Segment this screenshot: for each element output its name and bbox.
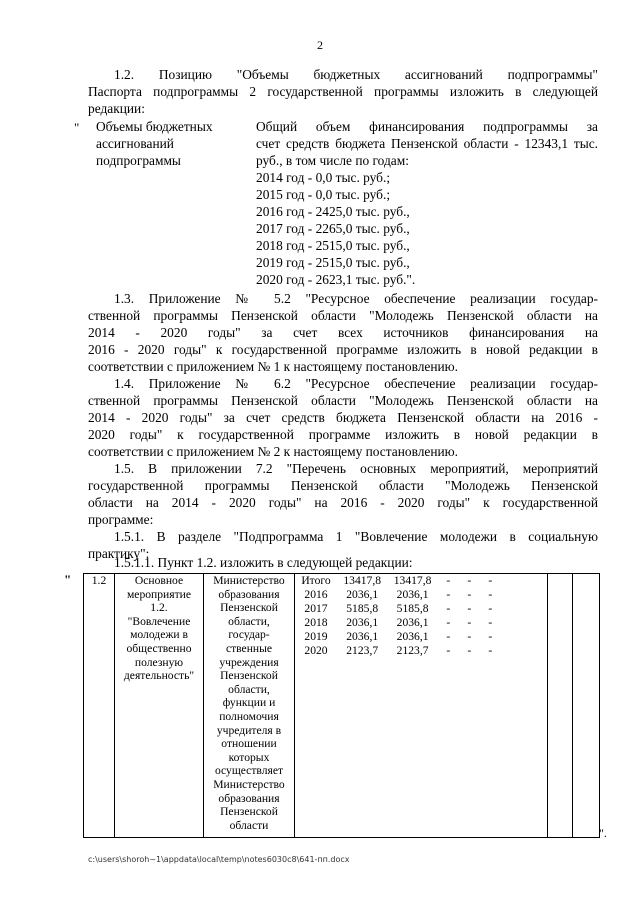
text-line: ственной программы Пензенской области "Молодежь Пензенской области на xyxy=(88,393,598,408)
year-cell: 2020 xyxy=(304,644,328,657)
text-line: редакции: xyxy=(88,101,145,116)
text-line: Основное xyxy=(134,574,184,587)
text-line: бюджетных xyxy=(145,119,213,134)
text-line: области на 2014 - 2020 годы" на 2016 - 2020 годы" к государственной xyxy=(88,495,598,510)
text-line: 2016 - 2020 годы" к государственной программе изложить в новой редакции в xyxy=(88,342,598,357)
dash-cell: - xyxy=(467,644,472,657)
text-line: 1.2. Позицию "Объемы бюджетных ассигнований подпрограммы" xyxy=(114,67,598,82)
passport-value xyxy=(256,118,598,288)
dash-cell: - xyxy=(446,574,451,587)
text-line: соответствии с приложением № 2 к настоящему постановлению. xyxy=(88,444,459,459)
dash-cell: - xyxy=(467,616,472,629)
text-line: молодежи в xyxy=(130,628,188,642)
dash-cell: - xyxy=(467,602,472,615)
dash-cell: - xyxy=(467,574,472,587)
text-line: 1.5.1. В разделе "Подпрограмма 1 "Вовлечение молодежи в социальную xyxy=(114,529,598,544)
value-cell: 2123,7 xyxy=(346,644,379,657)
text-line: мероприятие xyxy=(126,587,192,601)
table-row xyxy=(295,616,547,630)
text-line: деятельность" xyxy=(123,669,195,683)
empty-cell xyxy=(501,602,547,616)
text-line: области, xyxy=(228,614,270,628)
text-line: 2014 - 2020 годы" за счет всех источников финансирования на xyxy=(88,325,598,340)
dash-cell: - xyxy=(488,616,493,629)
dash-cell: - xyxy=(488,588,493,601)
text-line: Паспорта подпрограммы 2 государственной программы изложить в следующей xyxy=(88,84,598,99)
text-line: Министерство xyxy=(213,777,285,791)
text-line: ассигнований xyxy=(96,136,174,151)
dash-cell: - xyxy=(467,630,472,643)
text-line: области xyxy=(229,818,269,832)
value-cell: 2036,1 xyxy=(346,630,379,643)
year-line: 2014 год - 0,0 тыс. руб.; xyxy=(256,170,391,185)
finance-subtable xyxy=(295,574,547,834)
year-line: 2020 год - 2623,1 тыс. руб.". xyxy=(256,272,416,287)
text-line: соответствии с приложением № 1 к настоящему постановлению. xyxy=(88,359,459,374)
text-line: 1.2. xyxy=(150,601,168,615)
text-line: ственной программы Пензенской области "Молодежь Пензенской области на xyxy=(88,308,598,323)
file-path-footer: c:\users\shoroh~1\appdata\local\temp\notes6030c8\641-пп.docx xyxy=(88,855,350,864)
value-cell: 2123,7 xyxy=(396,644,429,657)
value-cell: 2036,1 xyxy=(396,616,429,629)
open-quote: " xyxy=(74,120,80,135)
text-line: 1.5.1.1. Пункт 1.2. изложить в следующей редакции: xyxy=(114,555,413,570)
year-line: 2015 год - 0,0 тыс. руб.; xyxy=(256,187,391,202)
table-row xyxy=(295,644,547,834)
activity-name-cell xyxy=(115,574,204,838)
text-line: отношении xyxy=(221,737,277,751)
year-line: 2018 год - 2515,0 тыс. руб., xyxy=(256,238,410,253)
value-cell: 2036,1 xyxy=(346,616,379,629)
dash-cell: - xyxy=(446,630,451,643)
empty-cell xyxy=(548,574,573,838)
text-line: программе: xyxy=(88,512,154,527)
value-cell: 5185,8 xyxy=(396,602,429,615)
text-line: функции и xyxy=(222,696,276,710)
text-line: Пензенской xyxy=(220,805,278,819)
text-line: 1.4. Приложение № 6.2 "Ресурсное обеспечение реализации государ- xyxy=(114,376,598,391)
dash-cell: - xyxy=(467,588,472,601)
table-row xyxy=(295,602,547,616)
table-row xyxy=(295,588,547,602)
text-line: 2020 годы" к государственной программе изложить в новой редакции в xyxy=(88,427,598,442)
text-line: учредителя в xyxy=(216,723,282,737)
value-cell: 2036,1 xyxy=(346,588,379,601)
text-line: полезную xyxy=(134,655,184,669)
dash-cell: - xyxy=(446,616,451,629)
text-line: руб., в том числе по годам: xyxy=(256,153,409,168)
table-open-quote: " xyxy=(64,572,72,587)
year-cell: Итого xyxy=(301,574,331,587)
dash-cell: - xyxy=(446,588,451,601)
year-cell: 2018 xyxy=(304,616,328,629)
empty-cell xyxy=(501,588,547,602)
year-cell: 2016 xyxy=(304,588,328,601)
text-line: счет средств бюджета Пензенской области - 12343,1 тыс. xyxy=(256,136,598,151)
text-line: Министерство xyxy=(213,574,285,587)
dash-cell: - xyxy=(488,644,493,657)
year-line: 2016 год - 2425,0 тыс. руб., xyxy=(256,204,410,219)
dash-cell: - xyxy=(488,602,493,615)
text-line: "Вовлечение xyxy=(127,614,191,628)
table-close-quote: ". xyxy=(599,826,607,840)
year-cell: 2019 xyxy=(304,630,328,643)
value-cell: 2036,1 xyxy=(396,588,429,601)
value-cell: 13417,8 xyxy=(343,574,382,587)
year-line: 2017 год - 2265,0 тыс. руб., xyxy=(256,221,410,236)
empty-cell xyxy=(501,630,547,644)
text-line: которых xyxy=(228,750,270,764)
empty-cell xyxy=(501,644,547,834)
finance-cell xyxy=(295,574,548,838)
empty-cell xyxy=(501,574,547,588)
empty-cell xyxy=(573,574,600,838)
activities-table xyxy=(83,573,600,838)
text-line: осуществляет xyxy=(214,764,284,778)
text-line: практику": xyxy=(88,546,150,561)
text-line: Пензенской xyxy=(220,669,278,683)
dash-cell: - xyxy=(488,630,493,643)
value-cell: 5185,8 xyxy=(346,602,379,615)
text-line: общественно xyxy=(126,641,192,655)
year-line: 2019 год - 2515,0 тыс. руб., xyxy=(256,255,410,270)
text-line: 1.5. В приложении 7.2 "Перечень основных мероприятий, мероприятий xyxy=(114,461,598,476)
text-line: учреждения xyxy=(219,655,279,669)
paragraph-1-3 xyxy=(88,290,598,375)
page-number: 2 xyxy=(317,38,323,52)
text-line: образования xyxy=(218,791,280,805)
table-row xyxy=(295,630,547,644)
text-line: Общий объем финансирования подпрограммы за xyxy=(256,119,598,134)
dash-cell: - xyxy=(488,574,493,587)
text-line: Объемы xyxy=(96,119,143,134)
value-cell: 2036,1 xyxy=(396,630,429,643)
dash-cell: - xyxy=(446,602,451,615)
paragraph-1-5 xyxy=(88,460,598,528)
text-line: образования xyxy=(218,587,280,601)
text-line: Пензенской xyxy=(220,601,278,615)
paragraph-1-4 xyxy=(88,375,598,460)
value-cell: 13417,8 xyxy=(393,574,432,587)
paragraph-1-2 xyxy=(88,66,598,117)
year-cell: 2017 xyxy=(304,602,328,615)
text-line: ственные xyxy=(225,641,273,655)
text-line: 1.3. Приложение № 5.2 "Ресурсное обеспечение реализации государ- xyxy=(114,291,598,306)
empty-cell xyxy=(501,616,547,630)
text-line: полномочия xyxy=(219,709,279,723)
dash-cell: - xyxy=(446,644,451,657)
row-number-cell: 1.2 xyxy=(84,574,115,838)
text-line: государственной программы Пензенской области "Молодежь Пензенской xyxy=(88,478,598,493)
table-row xyxy=(295,574,547,588)
executor-cell xyxy=(204,574,295,838)
text-line: 2014 - 2020 годы" за счет средств бюджета Пензенской области на 2016 - xyxy=(88,410,598,425)
passport-label xyxy=(96,118,246,169)
paragraph-1-5-1-1 xyxy=(88,554,598,571)
text-line: области, xyxy=(228,682,270,696)
text-line: государ- xyxy=(228,628,270,642)
text-line: подпрограммы xyxy=(96,153,181,168)
